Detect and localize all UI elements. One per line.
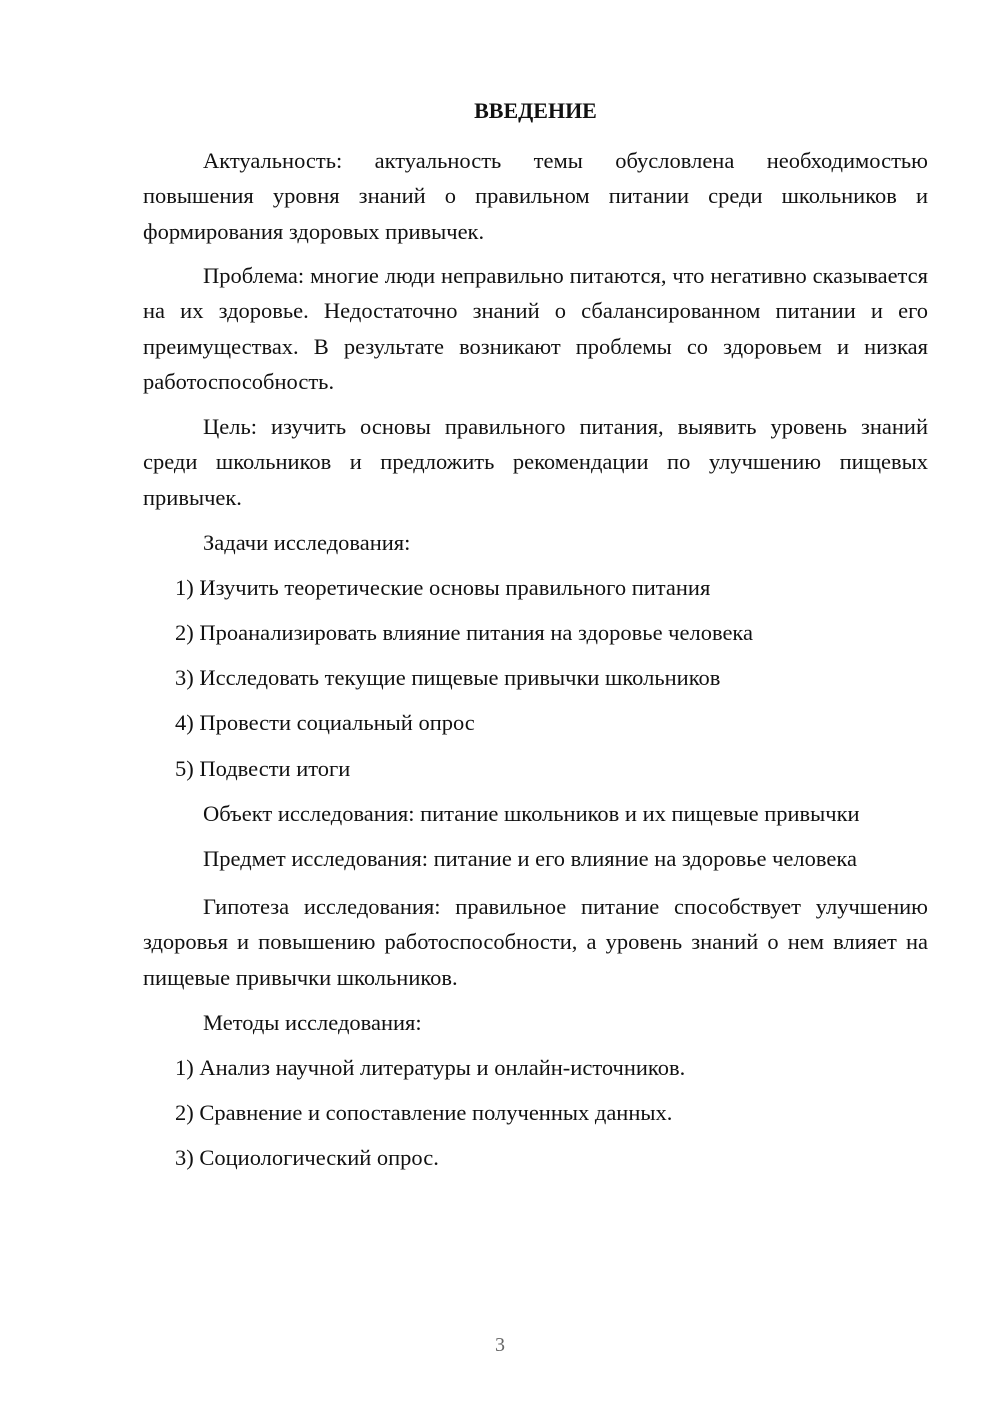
subject-line: Предмет исследования: питание и его влияние на здоровье человека	[203, 846, 857, 871]
object-line: Объект исследования: питание школьников и их пищевые привычки	[203, 801, 860, 826]
method-item: 1) Анализ научной литературы и онлайн-источников.	[175, 1055, 686, 1080]
relevance-paragraph: Актуальность: актуальность темы обусловлена необходимостью повышения уровня знаний о правильном питании среди школьников и формирования здоровых привычек.	[143, 148, 928, 244]
method-item: 2) Сравнение и сопоставление полученных данных.	[175, 1100, 673, 1125]
hypothesis-paragraph: Гипотеза исследования: правильное питание способствует улучшению здоровья и повышению работоспособности, а уровень знаний о нем влияет на пищевые привычки школьников.	[143, 894, 928, 990]
page-title: ВВЕДЕНИЕ	[474, 98, 597, 123]
task-item: 2) Проанализировать влияние питания на здоровье человека	[175, 620, 754, 645]
task-item: 1) Изучить теоретические основы правильного питания	[175, 575, 711, 600]
page-number: 3	[495, 1334, 505, 1356]
task-item: 3) Исследовать текущие пищевые привычки школьников	[175, 665, 721, 690]
tasks-heading: Задачи исследования:	[203, 530, 411, 555]
methods-heading: Методы исследования:	[203, 1010, 422, 1035]
task-item: 5) Подвести итоги	[175, 756, 351, 781]
task-item: 4) Провести социальный опрос	[175, 710, 475, 735]
problem-paragraph: Проблема: многие люди неправильно питаются, что негативно сказывается на их здоровье. Недостаточно знаний о сбалансированном питании и его преимуществах. В результате возникают проблемы со здоровьем и низкая работоспособность.	[143, 263, 928, 394]
goal-paragraph: Цель: изучить основы правильного питания, выявить уровень знаний среди школьников и предложить рекомендации по улучшению пищевых привычек.	[143, 414, 928, 510]
method-item: 3) Социологический опрос.	[175, 1145, 439, 1170]
